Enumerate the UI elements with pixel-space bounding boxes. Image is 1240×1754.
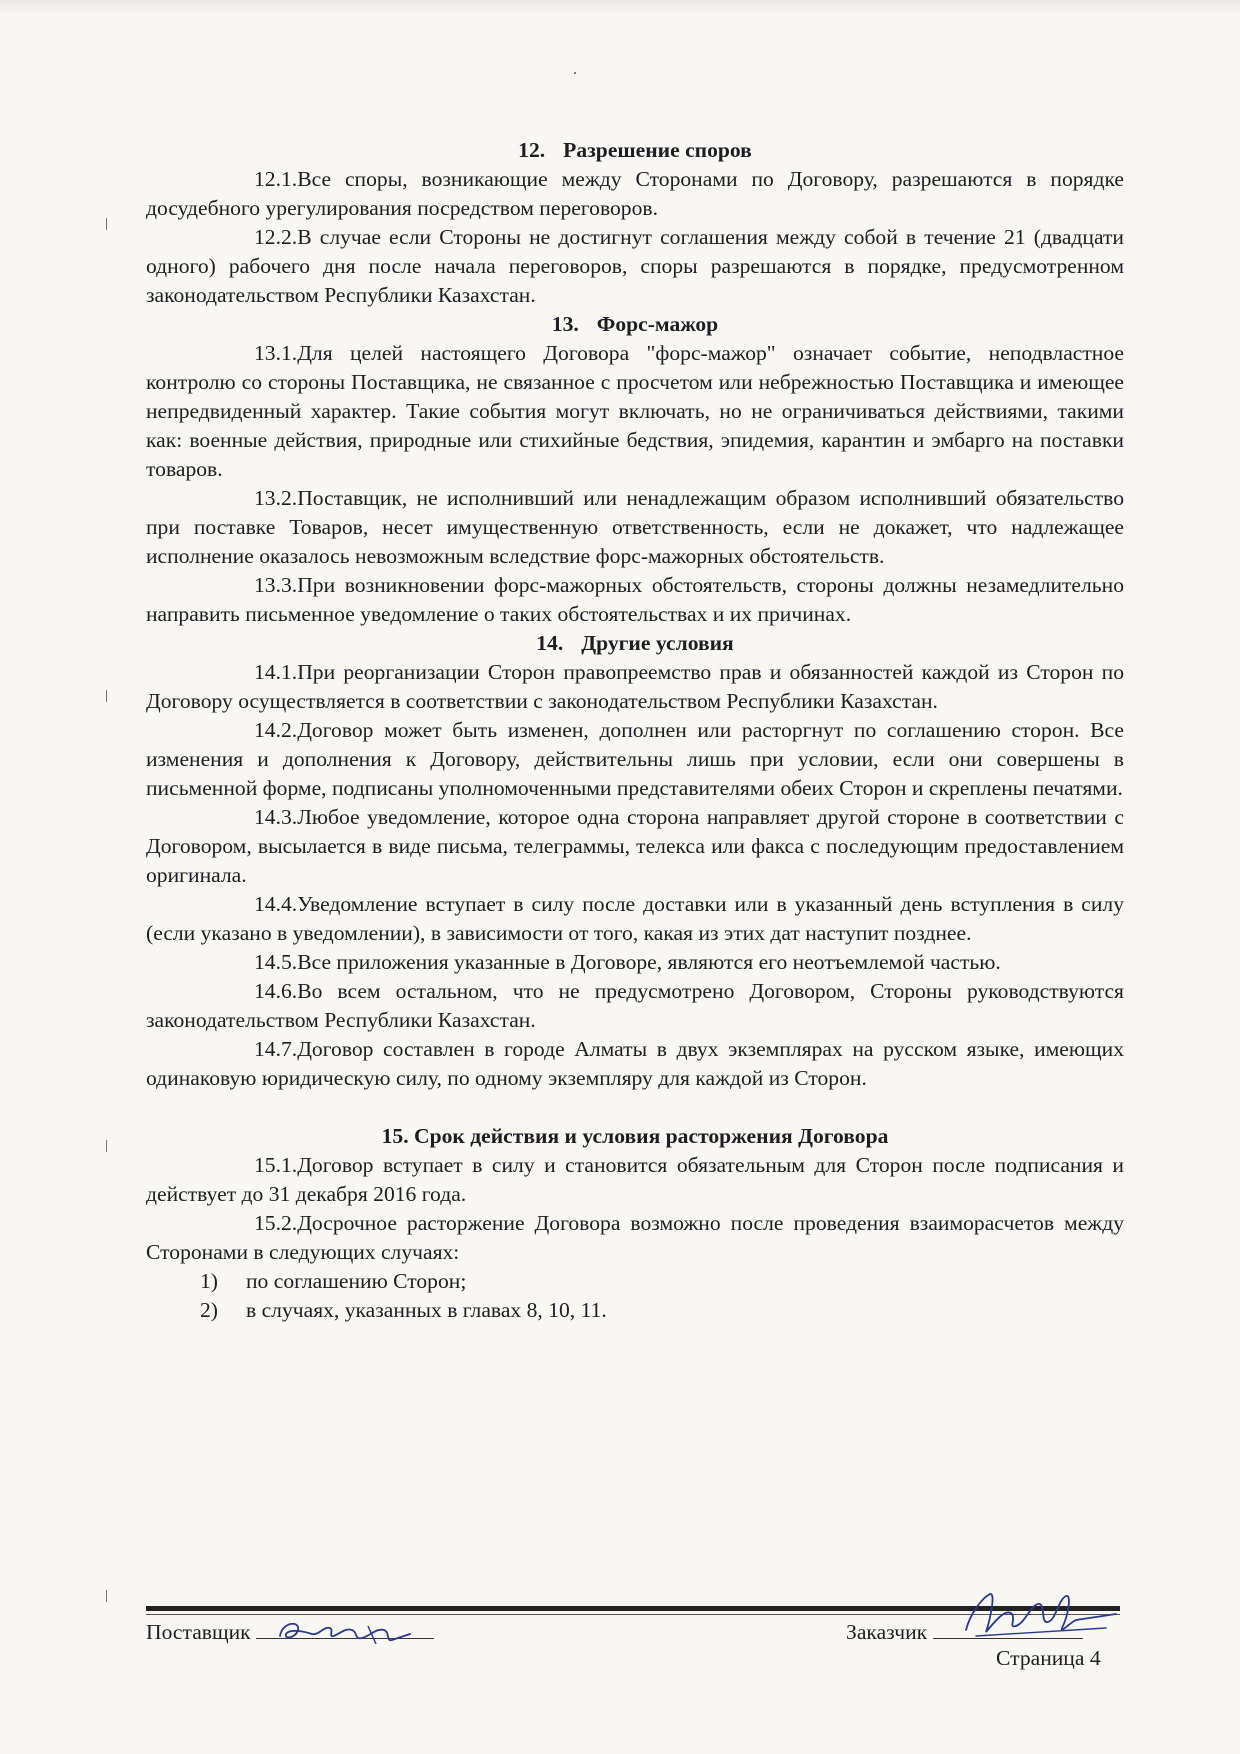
scan-speck <box>574 72 576 74</box>
margin-mark <box>106 1590 107 1602</box>
list-text: по соглашению Сторон; <box>246 1269 467 1293</box>
clause-14-6 <box>146 977 1124 1035</box>
clause-text: Все приложения указанные в Договоре, являются его неотъемлемой частью. <box>297 950 1001 974</box>
scan-edge <box>0 0 1240 14</box>
section-12-heading <box>146 136 1124 165</box>
clause-14-3 <box>146 803 1124 890</box>
clause-13-3 <box>146 571 1124 629</box>
section-number: 13. <box>551 312 579 336</box>
clause-12-2 <box>146 223 1124 310</box>
clause-14-7 <box>146 1035 1124 1093</box>
clause-text: При реорганизации Сторон правопреемство прав и обязанностей каждой из Сторон по Договору осуществляется в соответствии с законодательством Республики Казахстан. <box>146 660 1124 713</box>
margin-mark <box>106 218 107 230</box>
clause-text: Все споры, возникающие между Сторонами по Договору, разрешаются в порядке досудебного урегулирования посредством переговоров. <box>146 167 1124 220</box>
clause-14-5 <box>146 948 1124 977</box>
clause-number: 14.5. <box>254 950 298 974</box>
list-item <box>146 1296 1124 1325</box>
clause-14-1 <box>146 658 1124 716</box>
clause-number: 15.2. <box>254 1211 298 1235</box>
supplier-signature <box>272 1612 422 1652</box>
clause-14-4 <box>146 890 1124 948</box>
spacer <box>146 1093 1124 1122</box>
list-item <box>146 1267 1124 1296</box>
clause-number: 14.7. <box>254 1037 298 1061</box>
clause-15-1 <box>146 1151 1124 1209</box>
margin-mark <box>106 690 107 702</box>
page-label: Страница 4 <box>996 1646 1101 1670</box>
clause-text: Досрочное расторжение Договора возможно после проведения взаиморасчетов между Сторонами в следующих случаях: <box>146 1211 1124 1264</box>
clause-text: Для целей настоящего Договора "форс-мажор" означает событие, неподвластное контролю со стороны Поставщика, не связанное с просчетом или небрежностью Поставщика и имеющее непредвиденный характер. Такие события могут включать, но не ограничиваться действиями, такими как: военные действия, природные или стихийные бедствия, эпидемия, карантин и эмбарго на поставки товаров. <box>146 341 1124 481</box>
clause-number: 14.6. <box>254 979 298 1003</box>
clause-number: 14.2. <box>254 718 298 742</box>
clause-12-1 <box>146 165 1124 223</box>
clause-13-2 <box>146 484 1124 571</box>
clause-number: 13.3. <box>254 573 298 597</box>
clause-text: Договор вступает в силу и становится обязательным для Сторон после подписания и действует до 31 декабря 2016 года. <box>146 1153 1124 1206</box>
clause-number: 14.4. <box>254 892 298 916</box>
document-body <box>146 136 1124 1325</box>
clause-number: 14.3. <box>254 805 298 829</box>
list-number: 2) <box>200 1298 218 1322</box>
clause-15-2 <box>146 1209 1124 1267</box>
clause-text: Во всем остальном, что не предусмотрено Договором, Стороны руководствуются законодательством Республики Казахстан. <box>146 979 1124 1032</box>
section-number: 14. <box>536 631 564 655</box>
section-number: 12. <box>518 138 546 162</box>
section-15-heading <box>146 1122 1124 1151</box>
clause-text: Уведомление вступает в силу после доставки или в указанный день вступления в силу (если указано в уведомлении), в зависимости от того, какая из этих дат наступит позднее. <box>146 892 1124 945</box>
clause-text: Поставщик, не исполнивший или ненадлежащим образом исполнивший обязательство при поставке Товаров, несет имущественную ответственность, если не докажет, что надлежащее исполнение оказалось невозможным вследствие форс-мажорных обстоятельств. <box>146 486 1124 568</box>
section-title: Форс-мажор <box>596 312 719 336</box>
clause-number: 14.1. <box>254 660 298 684</box>
clause-text: Договор может быть изменен, дополнен или расторгнут по соглашению сторон. Все изменения и дополнения к Договору, действительны лишь при условии, если они совершены в письменной форме, подписаны уполномоченными представителями обеих Сторон и скреплены печатями. <box>146 718 1124 800</box>
list-text: в случаях, указанных в главах 8, 10, 11. <box>246 1298 607 1322</box>
section-title: Другие условия <box>581 631 734 655</box>
clause-text: В случае если Стороны не достигнут соглашения между собой в течение 21 (двадцати одного) рабочего дня после начала переговоров, споры разрешаются в порядке, предусмотренном законодательством Республики Казахстан. <box>146 225 1124 307</box>
margin-mark <box>106 1140 107 1152</box>
clause-text: При возникновении форс-мажорных обстоятельств, стороны должны незамедлительно направить письменное уведомление о таких обстоятельствах и их причинах. <box>146 573 1124 626</box>
clause-13-1 <box>146 339 1124 484</box>
page-number <box>996 1646 1101 1671</box>
clause-number: 13.1. <box>254 341 298 365</box>
clause-number: 12.2. <box>254 225 298 249</box>
section-13-heading <box>146 310 1124 339</box>
clause-number: 15.1. <box>254 1153 298 1177</box>
section-14-heading <box>146 629 1124 658</box>
clause-number: 12.1. <box>254 167 298 191</box>
customer-label: Заказчик <box>846 1620 928 1644</box>
supplier-label: Поставщик <box>146 1620 251 1644</box>
clause-text: Договор составлен в городе Алматы в двух экземплярах на русском языке, имеющих одинаковую юридическую силу, по одному экземпляру для каждой из Сторон. <box>146 1037 1124 1090</box>
clause-14-2 <box>146 716 1124 803</box>
section-title: Разрешение споров <box>563 138 752 162</box>
list-number: 1) <box>200 1269 218 1293</box>
clause-number: 13.2. <box>254 486 298 510</box>
clause-text: Любое уведомление, которое одна сторона направляет другой стороне в соответствии с Договором, высылается в виде письма, телеграммы, телекса или факса с последующим предоставлением оригинала. <box>146 805 1124 887</box>
customer-signature <box>956 1580 1126 1642</box>
section-title: 15. Срок действия и условия расторжения Договора <box>381 1124 889 1148</box>
